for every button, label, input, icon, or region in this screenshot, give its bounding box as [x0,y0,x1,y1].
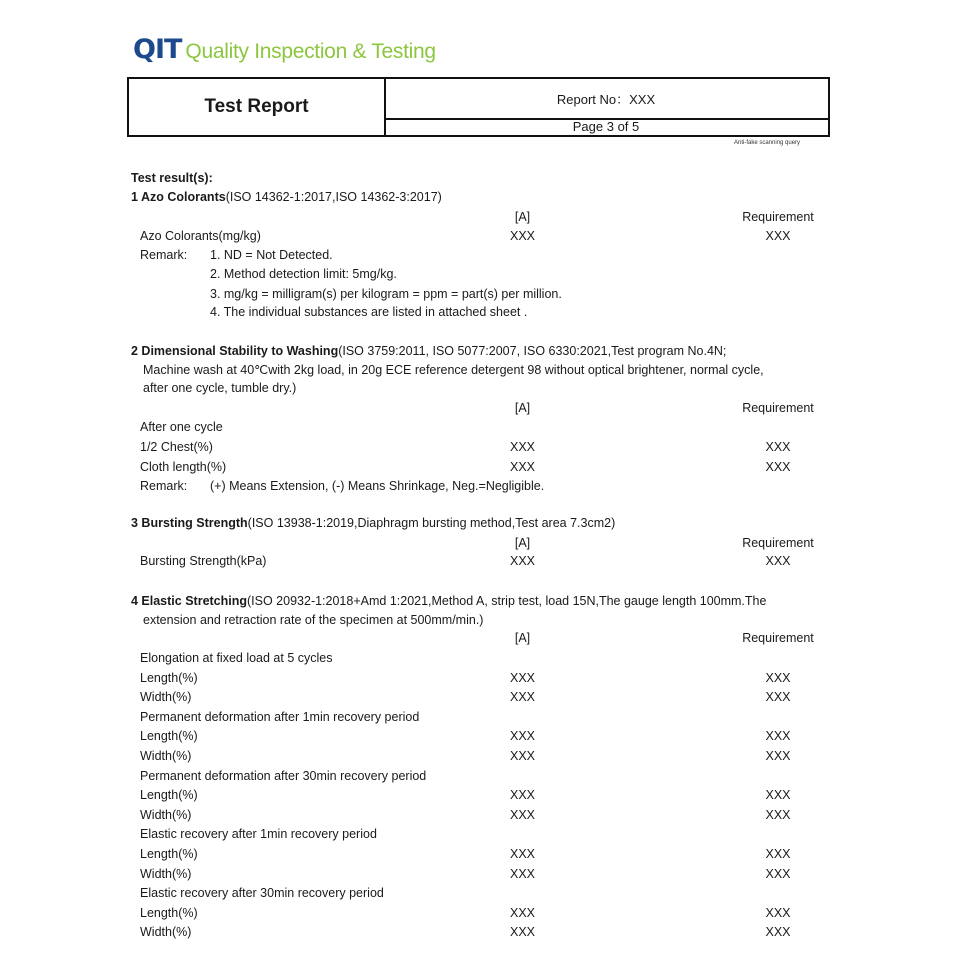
section-2-row-1-label: 1/2 Chest(%) [140,440,213,454]
section-1-title-bold: 1 Azo Colorants [131,190,226,204]
section-2-col-a: [A] [514,401,531,415]
section-4-group-5-width-a: XXX [509,925,535,939]
section-3-title-method: (ISO 13938-1:2019,Diaphragm bursting method,Test area 7.3cm2) [247,516,616,530]
section-4-group-1-width-label: Width(%) [140,690,192,704]
section-2-row-1-a: XXX [509,440,535,454]
results-heading: Test result(s): [131,171,213,185]
section-4-group-1-title: Elongation at fixed load at 5 cycles [140,651,333,665]
section-3-item-a: XXX [509,554,535,568]
anti-fake-link[interactable]: Anti-fake scanning query [734,140,801,146]
section-4-group-3-title: Permanent deformation after 30min recovery period [140,769,427,783]
page-number: Page 3 of 5 [572,119,640,134]
section-4-group-4-width-label: Width(%) [140,867,192,881]
section-4-group-5-length-req: XXX [765,906,791,920]
section-4-group-5-width-label: Width(%) [140,925,192,939]
section-4-group-5-length-label: Length(%) [140,906,198,920]
section-1-remark-2: 2. Method detection limit: 5mg/kg. [210,267,397,281]
section-4-group-2-length-label: Length(%) [140,729,198,743]
section-2-row-1-req: XXX [765,440,791,454]
section-2-method-line-3: after one cycle, tumble dry.) [143,381,297,395]
section-4-group-5-title: Elastic recovery after 30min recovery period [140,886,384,900]
section-1-col-requirement: Requirement [742,210,814,224]
section-4-title [131,593,766,609]
section-2-method-line-2: Machine wash at 40℃with 2kg load, in 20g ECE reference detergent 98 without optical brightener, normal cycle, [143,363,764,377]
section-1-col-a: [A] [514,210,531,224]
section-1-item-req: XXX [765,229,791,243]
section-1-remark-4: 4. The individual substances are listed in attached sheet . [210,305,528,319]
section-3-col-a: [A] [514,536,531,550]
section-2-remark: (+) Means Extension, (-) Means Shrinkage, Neg.=Negligible. [210,479,545,493]
section-4-group-3-length-a: XXX [509,788,535,802]
section-1-title [131,189,442,205]
section-4-group-2-width-req: XXX [765,749,791,763]
section-4-group-1-width-req: XXX [765,690,791,704]
section-2-col-requirement: Requirement [742,401,814,415]
section-2-group-title: After one cycle [140,420,223,434]
report-number-cell [384,79,828,120]
logo-mark: QIT [133,34,182,65]
section-1-title-method: (ISO 14362-1:2017,ISO 14362-3:2017) [225,190,442,204]
section-2-title-method: (ISO 3759:2011, ISO 5077:2007, ISO 6330:2021,Test program No.4N; [338,344,727,358]
section-4-group-1-width-a: XXX [509,690,535,704]
section-4-col-a: [A] [514,631,531,645]
section-4-group-2-length-req: XXX [765,729,791,743]
section-3-col-requirement: Requirement [742,536,814,550]
section-4-group-3-length-req: XXX [765,788,791,802]
section-4-group-3-width-req: XXX [765,808,791,822]
section-4-group-3-width-label: Width(%) [140,808,192,822]
section-2-title [131,343,726,359]
section-2-remark-label: Remark: [140,479,188,493]
section-3-item-label: Bursting Strength(kPa) [140,554,267,568]
section-4-group-4-title: Elastic recovery after 1min recovery period [140,827,377,841]
section-4-group-2-title: Permanent deformation after 1min recovery period [140,710,420,724]
logo-text: Quality Inspection & Testing [185,40,436,63]
section-2-row-2-label: Cloth length(%) [140,460,227,474]
section-3-title-bold: 3 Bursting Strength [131,516,248,530]
section-4-group-3-width-a: XXX [509,808,535,822]
section-4-group-4-width-a: XXX [509,867,535,881]
report-title-cell [129,79,386,135]
section-1-remark-label: Remark: [140,248,188,262]
section-4-group-5-length-a: XXX [509,906,535,920]
section-4-group-4-width-req: XXX [765,867,791,881]
report-title: Test Report [204,96,309,117]
section-4-group-1-length-label: Length(%) [140,671,198,685]
section-1-remark-3: 3. mg/kg = milligram(s) per kilogram = ppm = part(s) per million. [210,287,562,301]
section-4-group-2-length-a: XXX [509,729,535,743]
section-4-title-bold: 4 Elastic Stretching [131,594,248,608]
section-4-group-2-width-a: XXX [509,749,535,763]
section-4-group-2-width-label: Width(%) [140,749,192,763]
section-4-method-line-2: extension and retraction rate of the specimen at 500mm/min.) [143,613,484,627]
section-4-title-method: (ISO 20932-1:2018+Amd 1:2021,Method A, strip test, load 15N,The gauge length 100mm.The [247,594,767,608]
section-1-remark-1: 1. ND = Not Detected. [210,248,333,262]
section-4-group-3-length-label: Length(%) [140,788,198,802]
report-number: Report No：XXX [556,92,656,107]
section-3-title [131,515,615,531]
section-4-group-1-length-a: XXX [509,671,535,685]
section-3-item-req: XXX [765,554,791,568]
section-1-item-a: XXX [509,229,535,243]
company-logo [133,34,436,65]
section-2-title-bold: 2 Dimensional Stability to Washing [131,344,339,358]
page-number-cell [384,118,828,135]
section-2-row-2-a: XXX [509,460,535,474]
section-2-row-2-req: XXX [765,460,791,474]
section-4-group-4-length-label: Length(%) [140,847,198,861]
section-4-group-4-length-a: XXX [509,847,535,861]
section-4-col-requirement: Requirement [742,631,814,645]
section-4-group-4-length-req: XXX [765,847,791,861]
section-4-group-1-length-req: XXX [765,671,791,685]
report-header-box [127,77,830,137]
section-4-group-5-width-req: XXX [765,925,791,939]
section-1-item-label: Azo Colorants(mg/kg) [140,229,261,243]
